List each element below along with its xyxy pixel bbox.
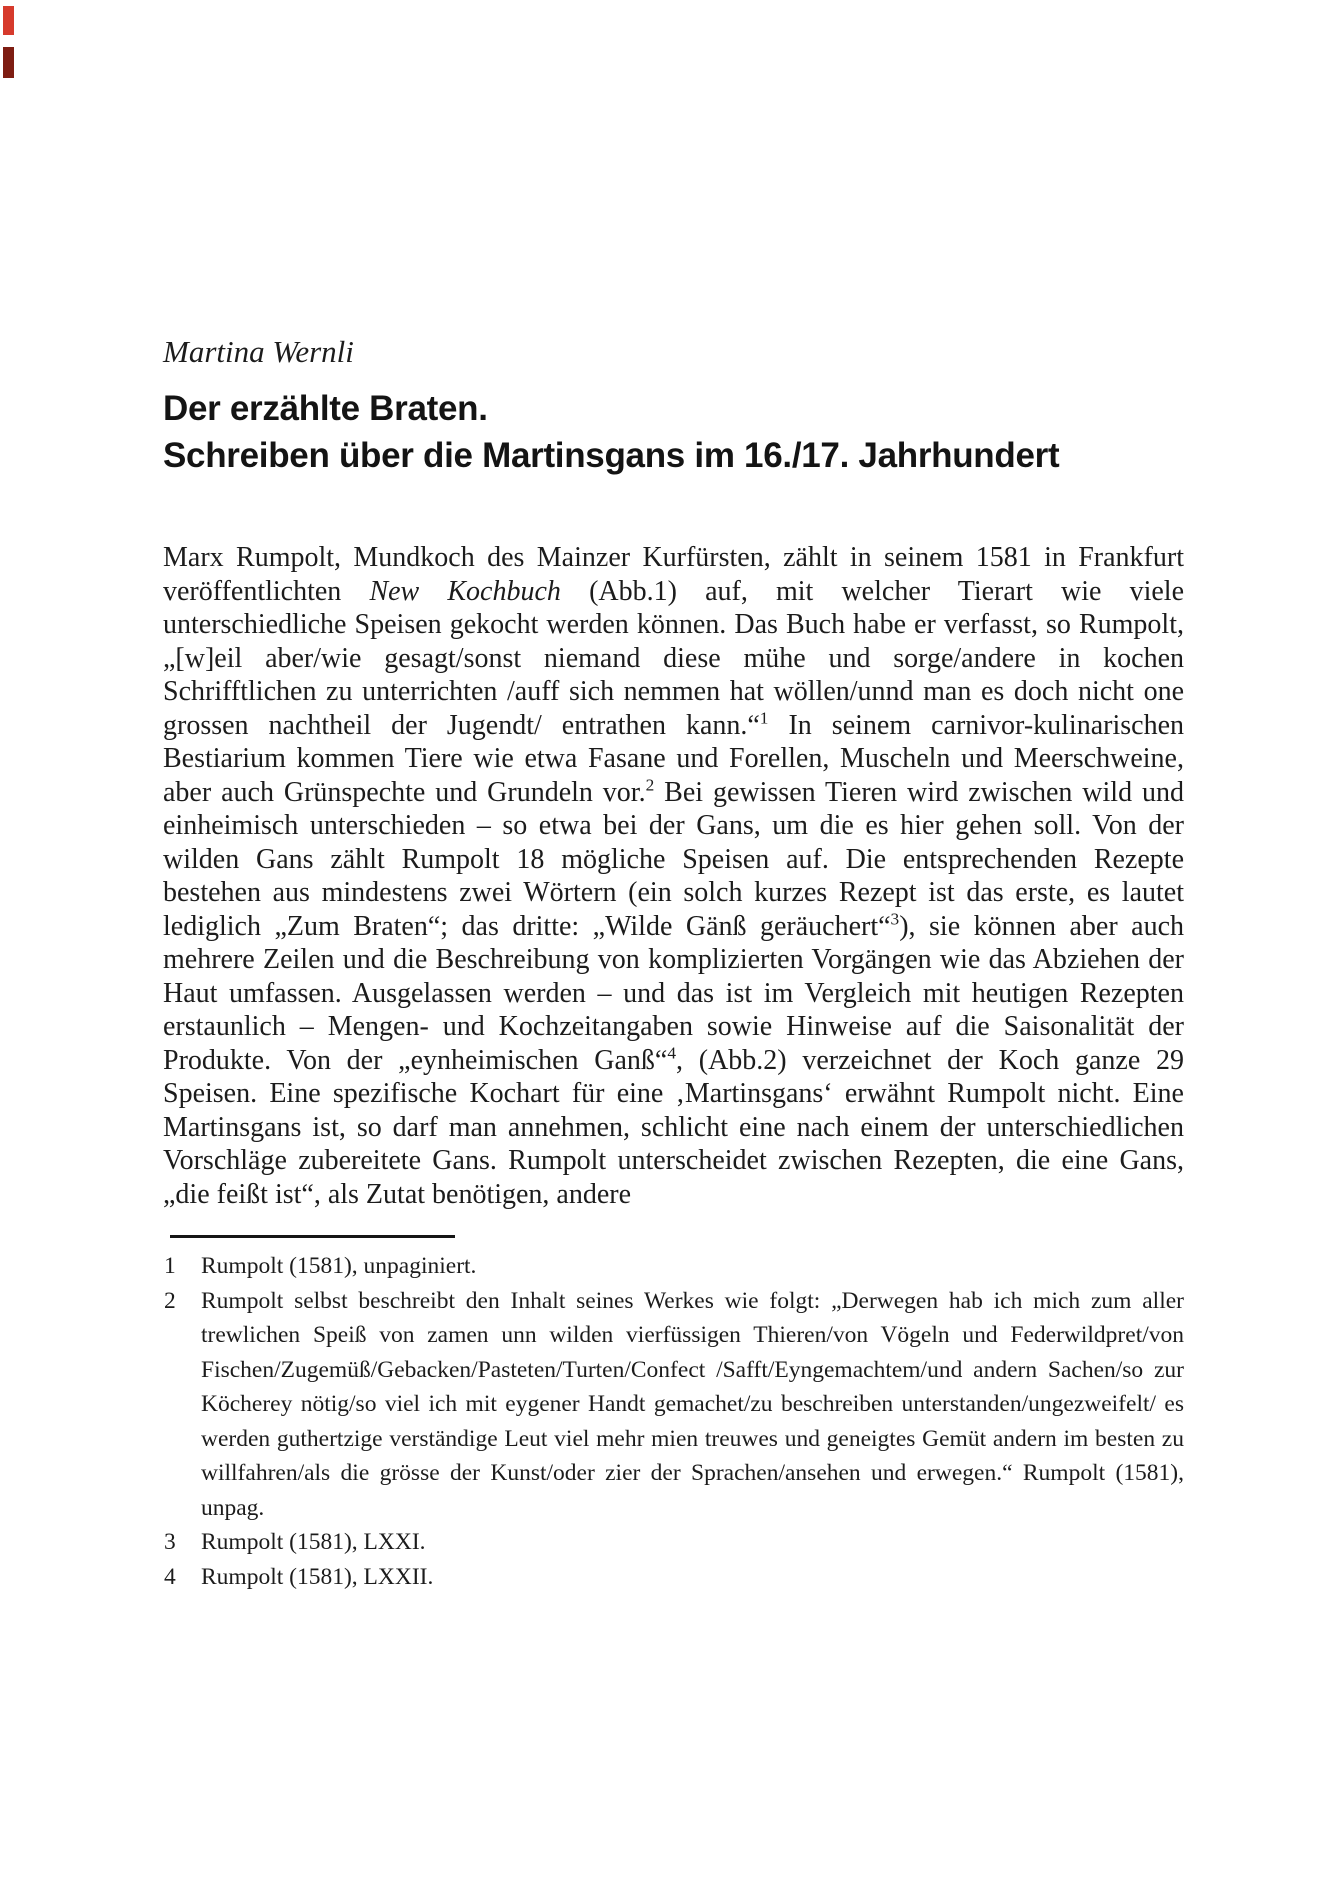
footnote-text: Rumpolt (1581), LXXI. bbox=[201, 1529, 426, 1555]
footnote-number: 1 bbox=[164, 1253, 176, 1279]
footnotes bbox=[163, 1249, 1184, 1594]
scan-edge-mark-bottom bbox=[3, 47, 14, 78]
text-segment: In seinem carnivor-kulinarischen Bestiarium kommen Tiere wie etwa Fasane und Forellen, Muscheln und Meerschweine, aber auch Grünspechte und Grundeln vor. bbox=[163, 709, 1184, 808]
footnote-item bbox=[163, 1284, 1184, 1526]
text-segment: ), sie können aber auch mehrere Zeilen und die Beschreibung von komplizierten Vorgängen wie das Abziehen der Haut umfassen. Ausgelassen werden – und das ist im Vergleich mit heutigen Rezepten erstaunlich – Mengen- und Kochzeitangaben sowie Hinweise auf die Saisonalität der Produkte. Von der „eynheimischen Ganß“ bbox=[163, 910, 1184, 1076]
footnote-reference: 2 bbox=[645, 775, 655, 795]
scan-edge-mark-top bbox=[3, 6, 14, 35]
text-segment: , (Abb.2) verzeichnet der Koch ganze 29 Speisen. Eine spezifische Kochart für eine ‚Martinsgans‘ erwähnt Rumpolt nicht. Eine Martinsgans ist, so darf man annehmen, schlicht eine nach einem der unterschiedlichen Vorschläge zubereitete Gans. Rumpolt unterscheidet zwischen Rezepten, die eine Gans, „die feißt ist“, als Zutat benötigen, andere bbox=[163, 1044, 1184, 1210]
text-segment: Bei gewissen Tieren wird zwischen wild und einheimisch unterschieden – so etwa bei der Gans, um die es hier gehen soll. Von der wilden Gans zählt Rumpolt 18 mögliche Speisen auf. Die entsprechenden Rezepte bestehen aus mindestens zwei Wörtern (ein solch kurzes Rezept ist das erste, es lautet lediglich „Zum Braten“; das dritte: „Wilde Gänß geräuchert“ bbox=[163, 776, 1184, 942]
text-segment: Marx Rumpolt, Mundkoch des Mainzer Kurfürsten, zählt in seinem 1581 in Frankfurt veröffentlichten bbox=[163, 542, 1184, 607]
footnote-reference: 1 bbox=[759, 708, 769, 728]
footnote-item bbox=[163, 1525, 1184, 1560]
author-name: Martina Wernli bbox=[163, 334, 354, 369]
footnote-text: Rumpolt (1581), LXXII. bbox=[201, 1563, 434, 1590]
page-content bbox=[163, 0, 1184, 1594]
footnote-number: 2 bbox=[164, 1287, 176, 1314]
article-title bbox=[163, 385, 1184, 479]
footnote-item bbox=[163, 1249, 1184, 1284]
text-segment: New Kochbuch bbox=[369, 575, 561, 607]
title-line-2: Schreiben über die Martinsgans im 16./17. Jahrhundert bbox=[163, 436, 1060, 475]
text-segment: (Abb.1) auf, mit welcher Tierart wie viele unterschiedliche Speisen gekocht werden können. Das Buch habe er verfasst, so Rumpolt, „[w]eil aber/wie gesagt/sonst niemand diese mühe und sorge/andere in kochen Schrifftlichen zu unterrichten /auff sich nemmen hat wöllen/unnd man es doch nicht one grossen nachtheil der Jugendt/ entrathen kann.“ bbox=[163, 575, 1185, 741]
title-line-1: Der erzählte Braten. bbox=[163, 389, 488, 428]
footnote-text: Rumpolt selbst beschreibt den Inhalt seines Werkes wie folgt: „Derwegen hab ich mich zum aller trewlichen Speiß von zamen unn wilden vierfüssigen Thieren/von Vögeln und Federwildpret/von Fischen/Zugemüß/Gebacken/Pasteten/Turten/Confect /Safft/Eyngemachtem/und andern Sachen/so zur Köcherey nötig/so viel ich mit eygener Handt gemachet/zu beschreiben unterstanden/ungezweifelt/ es werden guthertzige verständige Leut viel mehr mien treuwes und geneigtes Gemüt andern im besten zu willfahren/als die grösse der Kunst/oder zier der Sprachen/ansehen und erwegen.“ Rumpolt (1581), unpag. bbox=[201, 1287, 1184, 1521]
footnote-number: 4 bbox=[164, 1563, 176, 1590]
body-paragraph bbox=[163, 541, 1184, 1211]
footnote-text: Rumpolt (1581), unpaginiert. bbox=[201, 1253, 477, 1279]
footnote-separator-rule bbox=[170, 1235, 455, 1238]
footnote-reference: 3 bbox=[890, 909, 900, 929]
footnote-reference: 4 bbox=[667, 1043, 677, 1063]
footnote-item bbox=[163, 1560, 1184, 1595]
footnote-number: 3 bbox=[164, 1529, 176, 1555]
